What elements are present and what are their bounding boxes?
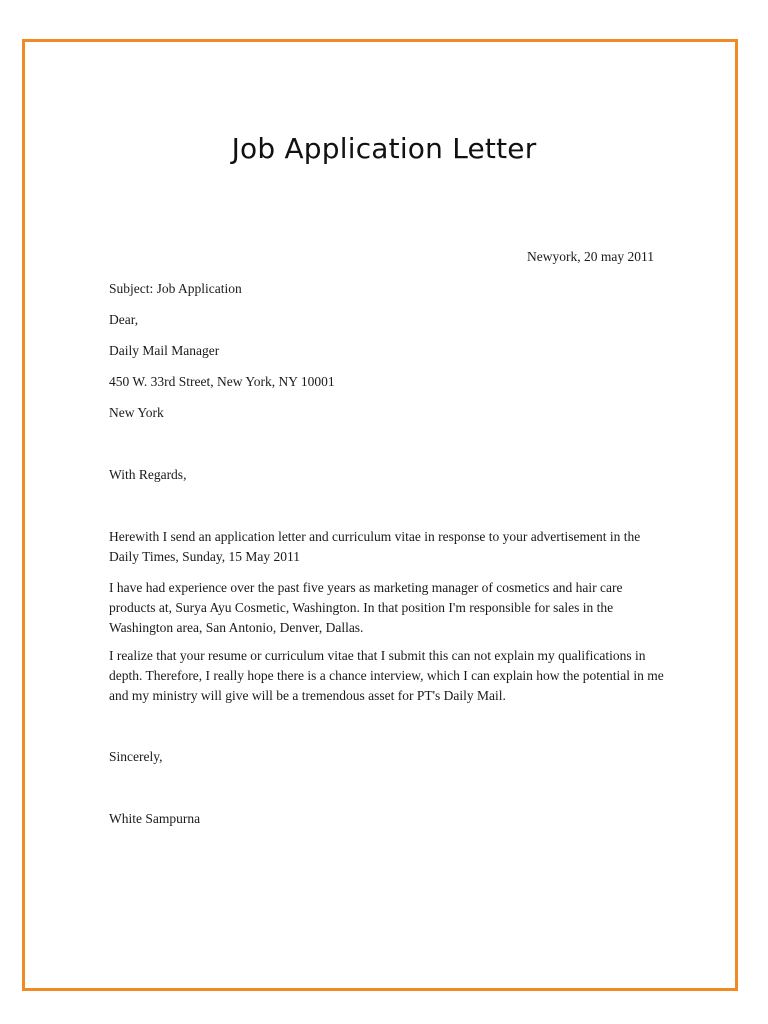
body-paragraph-2: I have had experience over the past five years as marketing manager of cosmetics and hair care products at, Surya Ayu Cosmetic, Washington. In that position I'm responsible for sales in the Washington area, San Antonio, Denver, Dallas. <box>109 580 623 635</box>
signature-name: White Sampurna <box>109 811 201 826</box>
letter-title: Job Application Letter <box>231 132 537 165</box>
salutation: Dear, <box>109 312 139 327</box>
body-paragraph-1: Herewith I send an application letter and curriculum vitae in response to your advertisement in the Daily Times, Sunday, 15 May 2011 <box>109 529 641 564</box>
regards-line: With Regards, <box>109 467 187 482</box>
subject-line: Subject: Job Application <box>109 281 242 296</box>
closing-line: Sincerely, <box>109 749 163 764</box>
recipient-address: 450 W. 33rd Street, New York, NY 10001 <box>109 374 335 389</box>
body-paragraph-3: I realize that your resume or curriculum vitae that I submit this can not explain my qualifications in depth. Therefore, I really hope there is a chance interview, which I can explain how the potential in me and my ministry will give will be a tremendous asset for PT's Daily Mail. <box>109 648 664 703</box>
date-line: Newyork, 20 may 2011 <box>527 249 654 264</box>
page-frame <box>22 39 738 991</box>
recipient-name: Daily Mail Manager <box>109 343 220 358</box>
recipient-city: New York <box>109 405 164 420</box>
